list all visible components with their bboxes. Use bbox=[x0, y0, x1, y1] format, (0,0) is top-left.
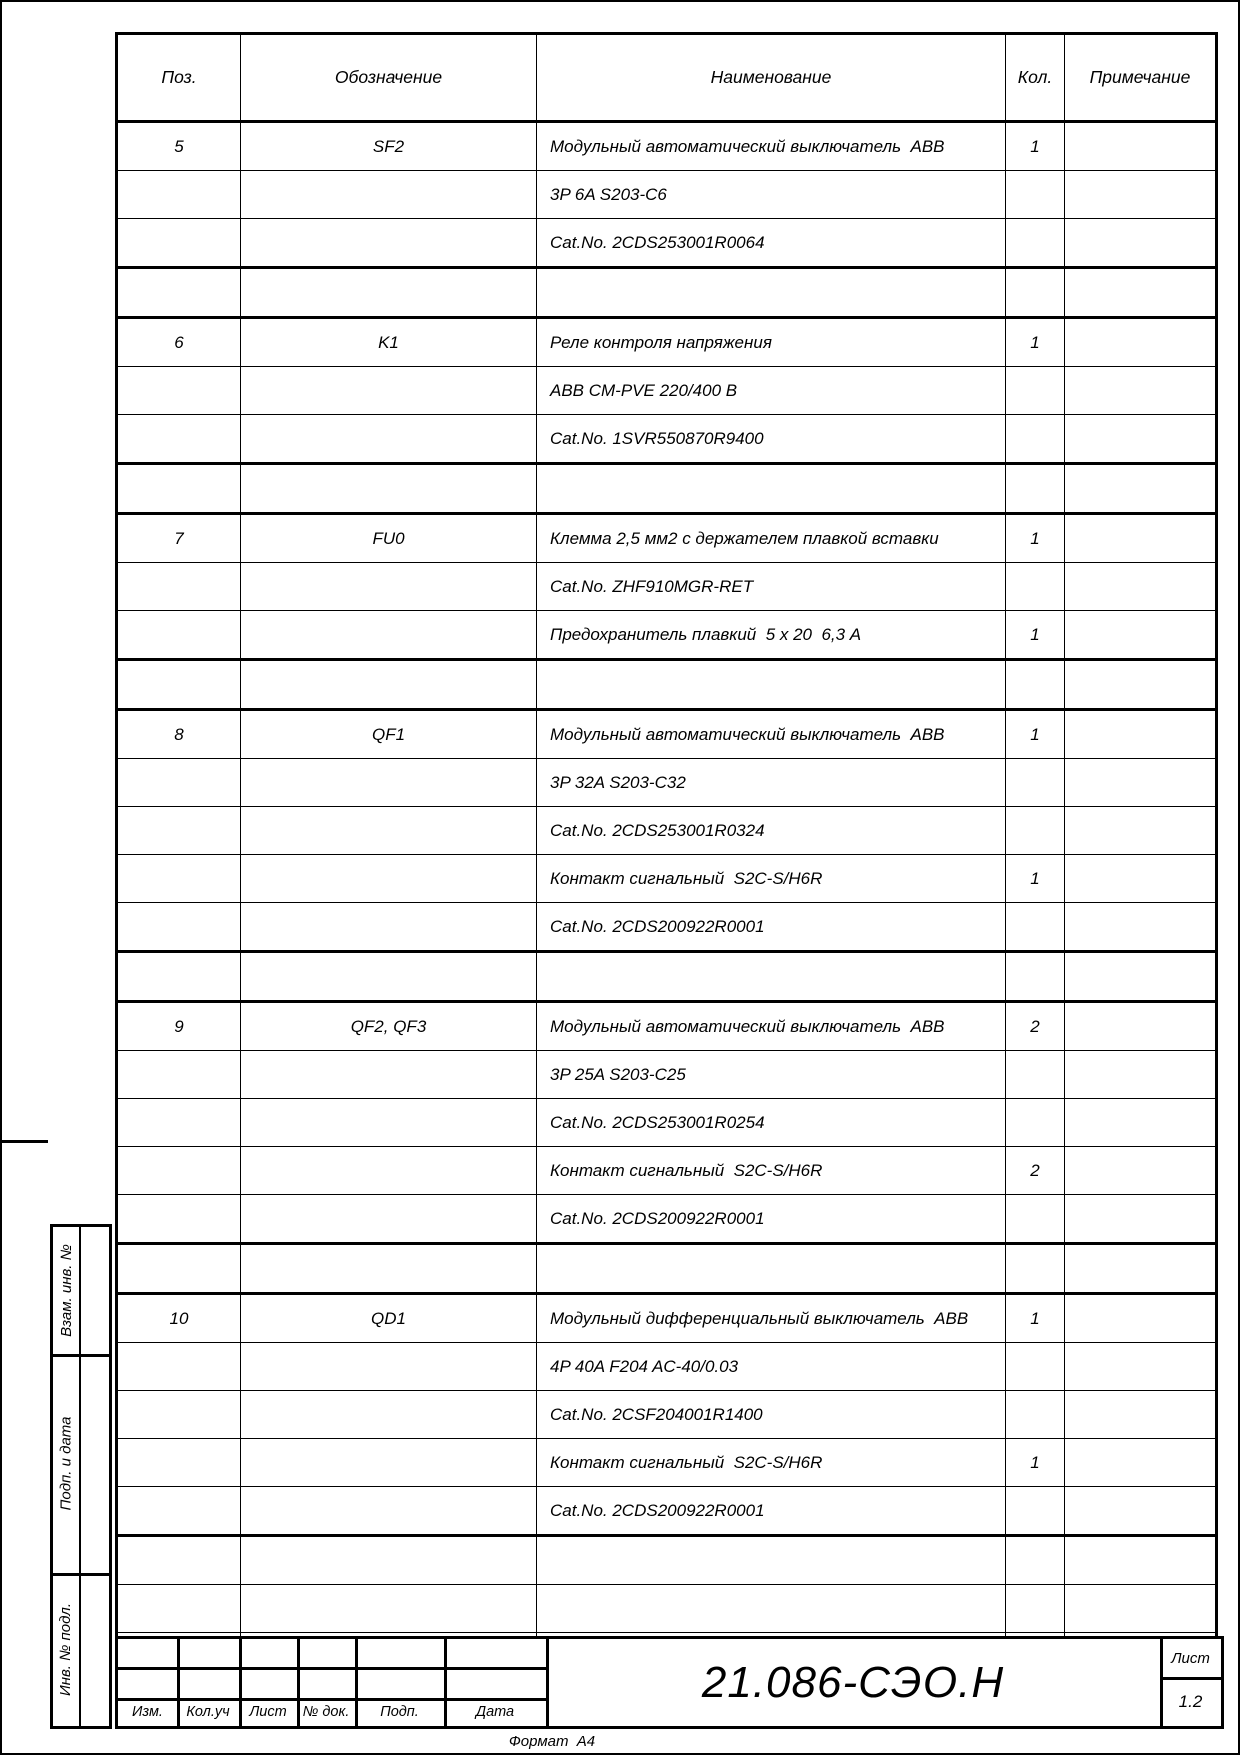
spec-row bbox=[117, 1391, 1217, 1439]
note-cell bbox=[1065, 759, 1217, 807]
frame-sidebar bbox=[50, 1224, 112, 1729]
qty-cell bbox=[1006, 219, 1065, 268]
designation-cell bbox=[241, 367, 537, 415]
spec-row bbox=[117, 855, 1217, 903]
note-cell bbox=[1065, 710, 1217, 759]
spec-row bbox=[117, 219, 1217, 268]
name-cell: 3P 25A S203-C25 bbox=[537, 1051, 1006, 1099]
titleblock-label-list: Лист bbox=[249, 1704, 287, 1720]
qty-cell bbox=[1006, 807, 1065, 855]
designation-cell bbox=[241, 1195, 537, 1244]
note-cell bbox=[1065, 1487, 1217, 1536]
qty-cell bbox=[1006, 1051, 1065, 1099]
spec-row bbox=[117, 268, 1217, 318]
name-cell bbox=[537, 1536, 1006, 1585]
note-cell bbox=[1065, 1147, 1217, 1195]
spec-row bbox=[117, 1147, 1217, 1195]
note-cell bbox=[1065, 903, 1217, 952]
qty-cell bbox=[1006, 1343, 1065, 1391]
spec-table-body bbox=[117, 122, 1217, 1682]
note-cell bbox=[1065, 1099, 1217, 1147]
name-cell: Cat.No. 2CDS253001R0254 bbox=[537, 1099, 1006, 1147]
pos-cell bbox=[117, 1391, 241, 1439]
designation-cell bbox=[241, 563, 537, 611]
name-cell bbox=[537, 952, 1006, 1002]
designation-cell bbox=[241, 1244, 537, 1294]
spec-row bbox=[117, 1487, 1217, 1536]
spec-row bbox=[117, 1536, 1217, 1585]
designation-cell bbox=[241, 1343, 537, 1391]
designation-cell: K1 bbox=[241, 318, 537, 367]
designation-cell bbox=[241, 1147, 537, 1195]
designation-cell: QD1 bbox=[241, 1294, 537, 1343]
designation-cell bbox=[241, 855, 537, 903]
qty-cell bbox=[1006, 1487, 1065, 1536]
pos-cell bbox=[117, 171, 241, 219]
qty-cell bbox=[1006, 660, 1065, 710]
name-cell bbox=[537, 464, 1006, 514]
designation-cell bbox=[241, 952, 537, 1002]
spec-row bbox=[117, 807, 1217, 855]
designation-cell bbox=[241, 611, 537, 660]
name-cell: Модульный автоматический выключатель ABB bbox=[537, 710, 1006, 759]
spec-row bbox=[117, 122, 1217, 171]
designation-cell bbox=[241, 1536, 537, 1585]
spec-row bbox=[117, 660, 1217, 710]
qty-cell: 1 bbox=[1006, 1439, 1065, 1487]
note-cell bbox=[1065, 1391, 1217, 1439]
fold-mark bbox=[2, 1140, 48, 1143]
note-cell bbox=[1065, 563, 1217, 611]
note-cell bbox=[1065, 1051, 1217, 1099]
spec-row bbox=[117, 367, 1217, 415]
designation-cell bbox=[241, 219, 537, 268]
note-cell bbox=[1065, 415, 1217, 464]
qty-cell: 1 bbox=[1006, 514, 1065, 563]
col-header-note: Примечание bbox=[1065, 34, 1217, 122]
title-block bbox=[115, 1636, 1224, 1729]
note-cell bbox=[1065, 514, 1217, 563]
qty-cell bbox=[1006, 367, 1065, 415]
qty-cell: 1 bbox=[1006, 122, 1065, 171]
note-cell bbox=[1065, 464, 1217, 514]
designation-cell bbox=[241, 1051, 537, 1099]
col-header-name: Наименование bbox=[537, 34, 1006, 122]
pos-cell bbox=[117, 1487, 241, 1536]
name-cell: Контакт сигнальный S2C-S/H6R bbox=[537, 1147, 1006, 1195]
designation-cell: QF1 bbox=[241, 710, 537, 759]
name-cell: Реле контроля напряжения bbox=[537, 318, 1006, 367]
name-cell: Cat.No. ZHF910MGR-RET bbox=[537, 563, 1006, 611]
designation-cell bbox=[241, 660, 537, 710]
sidebar-section-podp bbox=[53, 1354, 79, 1573]
spec-row bbox=[117, 1585, 1217, 1633]
designation-cell bbox=[241, 464, 537, 514]
spec-row bbox=[117, 1195, 1217, 1244]
pos-cell bbox=[117, 219, 241, 268]
designation-cell bbox=[241, 807, 537, 855]
designation-cell bbox=[241, 1487, 537, 1536]
titleblock-label-koluch: Кол.уч bbox=[186, 1704, 230, 1720]
name-cell: Cat.No. 2CSF204001R1400 bbox=[537, 1391, 1006, 1439]
specification-table bbox=[115, 32, 1218, 1683]
spec-row bbox=[117, 514, 1217, 563]
note-cell bbox=[1065, 660, 1217, 710]
name-cell bbox=[537, 1244, 1006, 1294]
titleblock-label-izm: Изм. bbox=[132, 1704, 163, 1720]
note-cell bbox=[1065, 1536, 1217, 1585]
name-cell: 3P 6A S203-C6 bbox=[537, 171, 1006, 219]
pos-cell bbox=[117, 807, 241, 855]
titleblock-label-ndok: № док. bbox=[302, 1704, 350, 1720]
note-cell bbox=[1065, 1195, 1217, 1244]
name-cell: Модульный автоматический выключатель ABB bbox=[537, 122, 1006, 171]
qty-cell: 2 bbox=[1006, 1002, 1065, 1051]
name-cell: Cat.No. 2CDS253001R0324 bbox=[537, 807, 1006, 855]
pos-cell bbox=[117, 1343, 241, 1391]
name-cell: Контакт сигнальный S2C-S/H6R bbox=[537, 855, 1006, 903]
qty-cell: 1 bbox=[1006, 1294, 1065, 1343]
designation-cell bbox=[241, 903, 537, 952]
note-cell bbox=[1065, 855, 1217, 903]
pos-cell bbox=[117, 1585, 241, 1633]
spec-row bbox=[117, 1244, 1217, 1294]
name-cell: Cat.No. 2CDS200922R0001 bbox=[537, 903, 1006, 952]
spec-row bbox=[117, 1294, 1217, 1343]
col-header-pos: Поз. bbox=[117, 34, 241, 122]
spec-row bbox=[117, 611, 1217, 660]
designation-cell bbox=[241, 1099, 537, 1147]
pos-cell bbox=[117, 611, 241, 660]
qty-cell bbox=[1006, 903, 1065, 952]
note-cell bbox=[1065, 367, 1217, 415]
document-number: 21.086-СЭО.Н bbox=[701, 1657, 1005, 1707]
pos-cell bbox=[117, 1244, 241, 1294]
designation-cell: SF2 bbox=[241, 122, 537, 171]
designation-cell bbox=[241, 759, 537, 807]
name-cell: ABB CM-PVE 220/400 В bbox=[537, 367, 1006, 415]
designation-cell bbox=[241, 171, 537, 219]
designation-cell: QF2, QF3 bbox=[241, 1002, 537, 1051]
sidebar-section-vzam bbox=[53, 1227, 79, 1354]
note-cell bbox=[1065, 1002, 1217, 1051]
note-cell bbox=[1065, 318, 1217, 367]
qty-cell bbox=[1006, 759, 1065, 807]
name-cell: Модульный автоматический выключатель ABB bbox=[537, 1002, 1006, 1051]
note-cell bbox=[1065, 611, 1217, 660]
col-header-qty: Кол. bbox=[1006, 34, 1065, 122]
name-cell: Cat.No. 2CDS200922R0001 bbox=[537, 1195, 1006, 1244]
pos-cell bbox=[117, 268, 241, 318]
spec-row bbox=[117, 759, 1217, 807]
pos-cell bbox=[117, 855, 241, 903]
sheet-number: 1.2 bbox=[1178, 1691, 1203, 1711]
note-cell bbox=[1065, 807, 1217, 855]
format-label: Формат А4 bbox=[508, 1733, 596, 1750]
pos-cell: 6 bbox=[117, 318, 241, 367]
qty-cell bbox=[1006, 1195, 1065, 1244]
name-cell: 4P 40A F204 AC-40/0.03 bbox=[537, 1343, 1006, 1391]
name-cell: 3P 32A S203-C32 bbox=[537, 759, 1006, 807]
designation-cell bbox=[241, 1585, 537, 1633]
sidebar-divider bbox=[79, 1227, 81, 1726]
qty-cell: 1 bbox=[1006, 710, 1065, 759]
sheet-label: Лист bbox=[1171, 1649, 1210, 1667]
name-cell: Клемма 2,5 мм2 с держателем плавкой вставки bbox=[537, 514, 1006, 563]
pos-cell: 7 bbox=[117, 514, 241, 563]
qty-cell bbox=[1006, 1099, 1065, 1147]
name-cell: Cat.No. 2CDS200922R0001 bbox=[537, 1487, 1006, 1536]
pos-cell bbox=[117, 415, 241, 464]
spec-row bbox=[117, 1051, 1217, 1099]
qty-cell bbox=[1006, 1585, 1065, 1633]
designation-cell: FU0 bbox=[241, 514, 537, 563]
qty-cell bbox=[1006, 171, 1065, 219]
qty-cell: 2 bbox=[1006, 1147, 1065, 1195]
note-cell bbox=[1065, 1439, 1217, 1487]
name-cell: Контакт сигнальный S2C-S/H6R bbox=[537, 1439, 1006, 1487]
pos-cell: 5 bbox=[117, 122, 241, 171]
pos-cell: 8 bbox=[117, 710, 241, 759]
name-cell: Предохранитель плавкий 5 x 20 6,3 А bbox=[537, 611, 1006, 660]
qty-cell: 1 bbox=[1006, 611, 1065, 660]
qty-cell bbox=[1006, 1391, 1065, 1439]
note-cell bbox=[1065, 1343, 1217, 1391]
note-cell bbox=[1065, 268, 1217, 318]
pos-cell bbox=[117, 903, 241, 952]
qty-cell bbox=[1006, 1536, 1065, 1585]
pos-cell: 10 bbox=[117, 1294, 241, 1343]
pos-cell: 9 bbox=[117, 1002, 241, 1051]
pos-cell bbox=[117, 759, 241, 807]
spec-row bbox=[117, 1099, 1217, 1147]
name-cell bbox=[537, 268, 1006, 318]
note-cell bbox=[1065, 122, 1217, 171]
note-cell bbox=[1065, 171, 1217, 219]
name-cell: Cat.No. 1SVR550870R9400 bbox=[537, 415, 1006, 464]
note-cell bbox=[1065, 1244, 1217, 1294]
designation-cell bbox=[241, 415, 537, 464]
qty-cell bbox=[1006, 464, 1065, 514]
spec-row bbox=[117, 1002, 1217, 1051]
pos-cell bbox=[117, 1536, 241, 1585]
qty-cell bbox=[1006, 415, 1065, 464]
designation-cell bbox=[241, 268, 537, 318]
qty-cell bbox=[1006, 268, 1065, 318]
pos-cell bbox=[117, 563, 241, 611]
qty-cell bbox=[1006, 1244, 1065, 1294]
pos-cell bbox=[117, 367, 241, 415]
pos-cell bbox=[117, 952, 241, 1002]
pos-cell bbox=[117, 1195, 241, 1244]
pos-cell bbox=[117, 464, 241, 514]
qty-cell: 1 bbox=[1006, 855, 1065, 903]
qty-cell bbox=[1006, 952, 1065, 1002]
pos-cell bbox=[117, 1439, 241, 1487]
spec-row bbox=[117, 415, 1217, 464]
titleblock-line bbox=[118, 1667, 546, 1670]
pos-cell bbox=[117, 1051, 241, 1099]
qty-cell: 1 bbox=[1006, 318, 1065, 367]
spec-row bbox=[117, 318, 1217, 367]
name-cell bbox=[537, 1585, 1006, 1633]
note-cell bbox=[1065, 219, 1217, 268]
note-cell bbox=[1065, 952, 1217, 1002]
spec-row bbox=[117, 1439, 1217, 1487]
pos-cell bbox=[117, 1147, 241, 1195]
name-cell: Cat.No. 2CDS253001R0064 bbox=[537, 219, 1006, 268]
designation-cell bbox=[241, 1391, 537, 1439]
titleblock-label-data: Дата bbox=[475, 1704, 515, 1720]
spec-row bbox=[117, 952, 1217, 1002]
spec-row bbox=[117, 464, 1217, 514]
spec-header-row bbox=[117, 34, 1217, 122]
col-header-designation: Обозначение bbox=[241, 34, 537, 122]
name-cell bbox=[537, 660, 1006, 710]
name-cell: Модульный дифференциальный выключатель ABB bbox=[537, 1294, 1006, 1343]
sidebar-label-inv-podl: Инв. № подл. bbox=[57, 1602, 75, 1697]
spec-row bbox=[117, 1343, 1217, 1391]
qty-cell bbox=[1006, 563, 1065, 611]
pos-cell bbox=[117, 660, 241, 710]
sidebar-section-inv bbox=[53, 1573, 79, 1726]
spec-row bbox=[117, 710, 1217, 759]
note-cell bbox=[1065, 1294, 1217, 1343]
note-cell bbox=[1065, 1585, 1217, 1633]
sidebar-label-podp-data: Подп. и дата bbox=[57, 1416, 75, 1511]
pos-cell bbox=[117, 1099, 241, 1147]
titleblock-label-podp: Подп. bbox=[380, 1704, 419, 1720]
designation-cell bbox=[241, 1439, 537, 1487]
spec-row bbox=[117, 563, 1217, 611]
sidebar-label-vzam-inv: Взам. инв. № bbox=[57, 1244, 75, 1337]
spec-row bbox=[117, 171, 1217, 219]
spec-row bbox=[117, 903, 1217, 952]
